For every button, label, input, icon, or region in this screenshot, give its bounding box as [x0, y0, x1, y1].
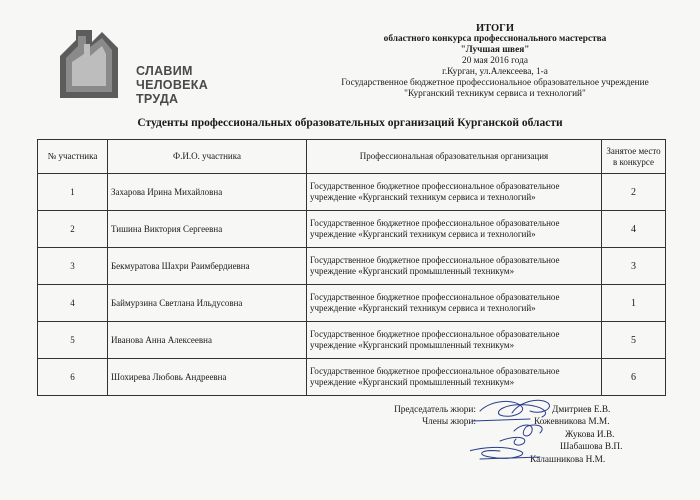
cell-place: 3: [602, 248, 666, 285]
signature-scribble-icon: [470, 397, 590, 475]
host-org-line1: Государственное бюджетное профессиональное образовательное учреждение: [341, 78, 649, 88]
table-row: [38, 285, 666, 322]
chair-name: Дмитриев Е.В.: [552, 405, 611, 415]
cell-num: 4: [38, 285, 108, 322]
member-name: Жукова И.В.: [565, 430, 615, 440]
contest-name: областного конкурса профессионального мастерства: [383, 34, 607, 44]
header-place: Занятое место в конкурсе: [602, 140, 666, 174]
cell-name: Шохирева Любовь Андреевна: [108, 359, 307, 396]
cell-num: 1: [38, 174, 108, 211]
cell-name: Баймурзина Светлана Ильдусовна: [108, 285, 307, 322]
contest-title: "Лучшая швея": [460, 45, 530, 55]
logo-emblem-icon: [58, 28, 136, 100]
host-org-line2: "Курганский техникум сервиса и технологий": [404, 89, 586, 99]
member-name: Шабашова В.П.: [560, 442, 623, 452]
member-name: Калашникова Н.М.: [530, 455, 606, 465]
cell-name: Иванова Анна Алексеевна: [108, 322, 307, 359]
cell-org: Государственное бюджетное профессиональное образовательное учреждение «Курганский техникум сервиса и технологий»: [307, 174, 602, 211]
cell-name: Бекмуратова Шахри Раимбердиевна: [108, 248, 307, 285]
cell-org: Государственное бюджетное профессиональное образовательное учреждение «Курганский промышленный техникум»: [307, 248, 602, 285]
table-row: [38, 211, 666, 248]
table-header-row: [38, 140, 666, 174]
cell-num: 2: [38, 211, 108, 248]
table-row: [38, 322, 666, 359]
member-name: Кожевникова М.М.: [534, 417, 610, 427]
header-name: Ф.И.О. участника: [108, 140, 307, 174]
contest-date: 20 мая 2016 года: [462, 56, 528, 66]
cell-name: Тишина Виктория Сергеевна: [108, 211, 307, 248]
results-table: [37, 139, 666, 396]
header-org: Профессиональная образовательная организация: [307, 140, 602, 174]
table-row: [38, 174, 666, 211]
contest-address: г.Курган, ул.Алексеева, 1-а: [442, 67, 548, 77]
cell-org: Государственное бюджетное профессиональное образовательное учреждение «Курганский промышленный техникум»: [307, 359, 602, 396]
cell-org: Государственное бюджетное профессиональное образовательное учреждение «Курганский техникум сервиса и технологий»: [307, 285, 602, 322]
table-row: [38, 359, 666, 396]
section-title: Студенты профессиональных образовательных организаций Курганской области: [137, 117, 563, 129]
cell-org: Государственное бюджетное профессиональное образовательное учреждение «Курганский промышленный техникум»: [307, 322, 602, 359]
cell-place: 6: [602, 359, 666, 396]
logo-line: ЧЕЛОВЕКА: [136, 78, 209, 92]
cell-place: 4: [602, 211, 666, 248]
logo: [58, 28, 208, 128]
document-header: [300, 23, 690, 100]
cell-org: Государственное бюджетное профессиональное образовательное учреждение «Курганский техникум сервиса и технологий»: [307, 211, 602, 248]
table-row: [38, 248, 666, 285]
logo-line: СЛАВИМ: [136, 64, 193, 78]
cell-num: 3: [38, 248, 108, 285]
cell-place: 5: [602, 322, 666, 359]
cell-num: 5: [38, 322, 108, 359]
cell-num: 6: [38, 359, 108, 396]
members-label: Члены жюри:: [422, 417, 476, 427]
document-title: ИТОГИ: [475, 23, 515, 34]
cell-place: 1: [602, 285, 666, 322]
cell-name: Захарова Ирина Михайловна: [108, 174, 307, 211]
logo-line: ТРУДА: [136, 92, 179, 106]
logo-text: [136, 64, 208, 106]
header-num: № участника: [38, 140, 108, 174]
chair-label: Председатель жюри:: [394, 405, 476, 415]
cell-place: 2: [602, 174, 666, 211]
